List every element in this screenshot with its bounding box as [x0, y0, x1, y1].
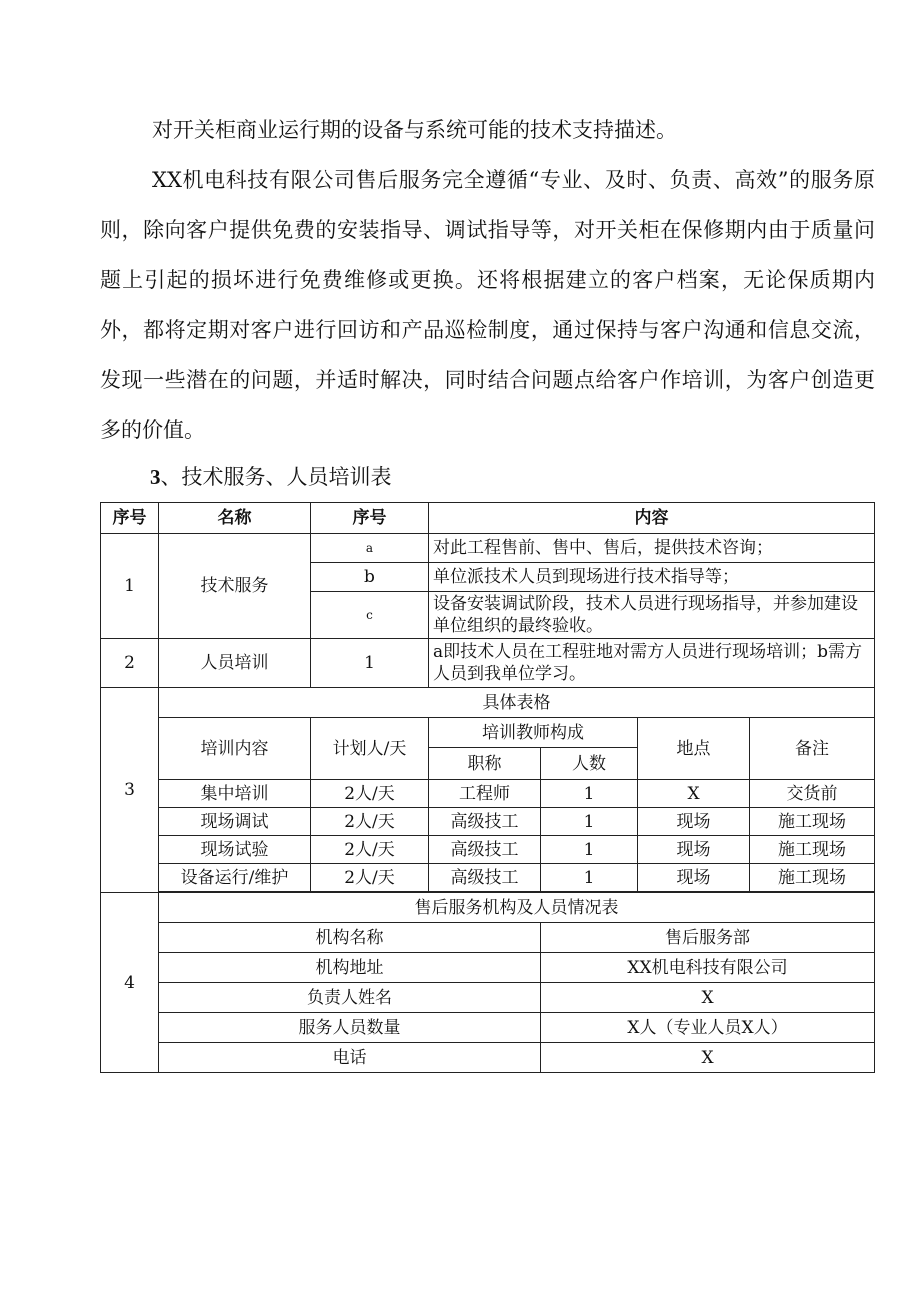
row3-header-note: 备注	[750, 718, 875, 780]
section-title: 、技术服务、人员培训表	[160, 465, 392, 489]
training-count: 1	[541, 808, 638, 836]
row1-no: 1	[101, 534, 159, 639]
table-row	[101, 780, 875, 808]
training-note: 交货前	[750, 780, 875, 808]
training-content: 现场试验	[159, 836, 311, 864]
row3-header-content: 培训内容	[159, 718, 311, 780]
table-row	[101, 718, 875, 748]
training-title: 高级技工	[429, 864, 541, 892]
service-training-table	[100, 502, 875, 1073]
row3-header-title: 职称	[429, 748, 541, 780]
intro-paragraph: 对开关柜商业运行期的设备与系统可能的技术支持描述。	[152, 118, 677, 142]
table-header-row	[101, 503, 875, 534]
training-place: 现场	[638, 864, 750, 892]
org-value: 售后服务部	[541, 923, 875, 953]
training-content: 设备运行/维护	[159, 864, 311, 892]
training-note: 施工现场	[750, 836, 875, 864]
table-row	[101, 836, 875, 864]
row2-sub: 1	[311, 639, 429, 688]
training-content: 集中培训	[159, 780, 311, 808]
training-plan: 2人/天	[311, 780, 429, 808]
table-row	[101, 1013, 875, 1043]
training-place: 现场	[638, 836, 750, 864]
training-plan: 2人/天	[311, 808, 429, 836]
row2-content: a即技术人员在工程驻地对需方人员进行现场培训；b需方人员到我单位学习。	[429, 639, 875, 688]
row1-name: 技术服务	[159, 534, 311, 639]
row3-header-count: 人数	[541, 748, 638, 780]
row2-name: 人员培训	[159, 639, 311, 688]
row1-sub-a: a	[311, 534, 429, 563]
training-plan: 2人/天	[311, 864, 429, 892]
training-plan: 2人/天	[311, 836, 429, 864]
row1-content-c: 设备安装调试阶段，技术人员进行现场指导，并参加建设单位组织的最终验收。	[429, 592, 875, 639]
row4-no: 4	[101, 893, 159, 1073]
table-row	[101, 953, 875, 983]
training-title: 高级技工	[429, 808, 541, 836]
table-row	[101, 923, 875, 953]
row1-sub-c: c	[311, 592, 429, 639]
org-value: X	[541, 1043, 875, 1073]
table-row	[101, 688, 875, 718]
section-heading	[150, 452, 392, 502]
table-row	[101, 983, 875, 1013]
training-count: 1	[541, 780, 638, 808]
row3-header-plan: 计划人/天	[311, 718, 429, 780]
table-row	[101, 864, 875, 892]
header-sub-no: 序号	[311, 503, 429, 534]
org-label: 服务人员数量	[159, 1013, 541, 1043]
training-note: 施工现场	[750, 864, 875, 892]
row3-header-place: 地点	[638, 718, 750, 780]
training-note: 施工现场	[750, 808, 875, 836]
section-number: 3	[150, 465, 161, 489]
training-count: 1	[541, 864, 638, 892]
training-content: 现场调试	[159, 808, 311, 836]
training-title: 高级技工	[429, 836, 541, 864]
org-label: 机构地址	[159, 953, 541, 983]
training-title: 工程师	[429, 780, 541, 808]
row3-header-teacher: 培训教师构成	[429, 718, 638, 748]
row3-no: 3	[101, 688, 159, 893]
table-row	[101, 1043, 875, 1073]
row1-sub-b: b	[311, 563, 429, 592]
row2-no: 2	[101, 639, 159, 688]
training-place: 现场	[638, 808, 750, 836]
org-label: 负责人姓名	[159, 983, 541, 1013]
org-value: X	[541, 983, 875, 1013]
table-row	[101, 639, 875, 688]
org-value: XX机电科技有限公司	[541, 953, 875, 983]
header-name: 名称	[159, 503, 311, 534]
header-content: 内容	[429, 503, 875, 534]
table-row	[101, 534, 875, 563]
row1-content-a: 对此工程售前、售中、售后，提供技术咨询；	[429, 534, 875, 563]
org-value: X人（专业人员X人）	[541, 1013, 875, 1043]
org-label: 电话	[159, 1043, 541, 1073]
row1-content-b: 单位派技术人员到现场进行技术指导等；	[429, 563, 875, 592]
row4-title: 售后服务机构及人员情况表	[159, 893, 875, 923]
training-place: X	[638, 780, 750, 808]
service-paragraph: XX机电科技有限公司售后服务完全遵循“专业、及时、负责、高效”的服务原则，除向客户提供免费的安装指导、调试指导等，对开关柜在保修期内由于质量问题上引起的损坏进行免费维修或更换。还将根据建立的客户档案，无论保质期内外，都将定期对客户进行回访和产品巡检制度，通过保持与客户沟通和信息交流，发现一些潜在的问题，并适时解决，同时结合问题点给客户作培训，为客户创造更多的价值。	[100, 168, 875, 442]
org-label: 机构名称	[159, 923, 541, 953]
table-row	[101, 808, 875, 836]
row3-title: 具体表格	[159, 688, 875, 718]
header-no: 序号	[101, 503, 159, 534]
table-row	[101, 893, 875, 923]
training-count: 1	[541, 836, 638, 864]
